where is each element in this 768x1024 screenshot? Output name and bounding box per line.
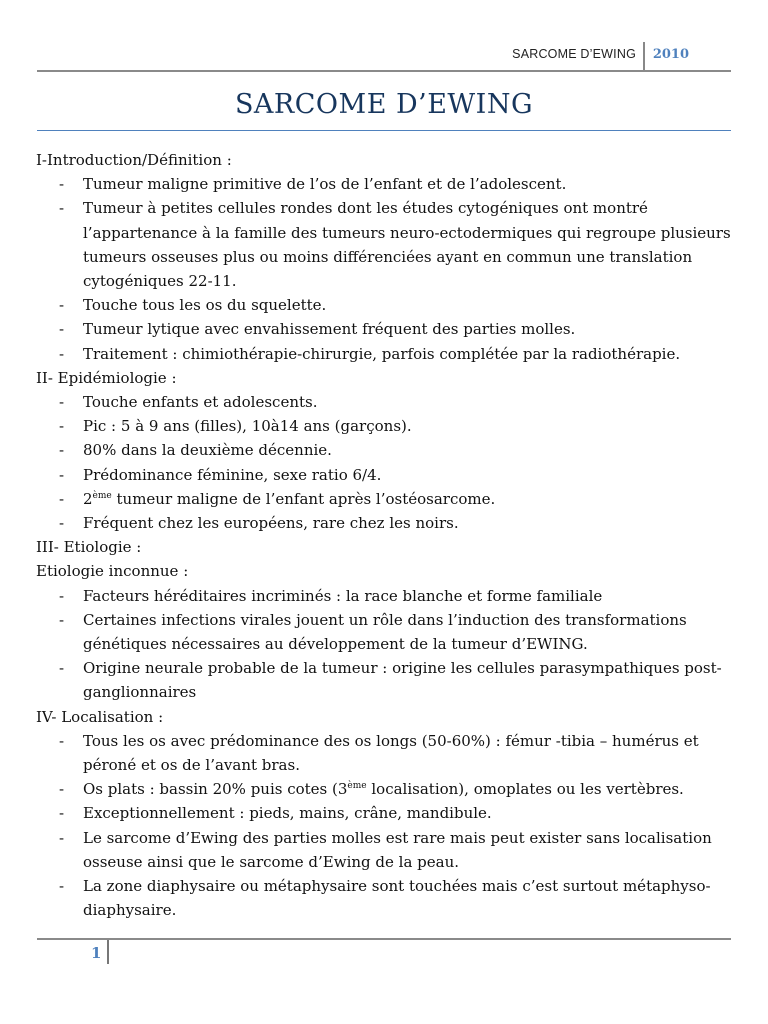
list-item (36, 511, 736, 535)
list-item (36, 172, 736, 196)
section-heading: I-Introduction/Définition : (36, 151, 232, 169)
list-item (36, 608, 736, 656)
list-item (36, 414, 736, 438)
bullet-dash: - (59, 586, 65, 605)
item-text: Touche tous les os du squelette. (83, 296, 327, 315)
list-item (36, 826, 736, 874)
item-text: Tumeur maligne primitive de l’os de l’enfant et de l’adolescent. (83, 175, 567, 194)
item-text: Tumeur à petites cellules rondes dont les études cytogéniques ont montré l’appartenance à la famille des tumeurs neuro-ectodermiques qui regroupe plusieurs tumeurs osseuses plus ou moins différenciées ayant en commun une translation cytogéniques 22-11. (83, 199, 731, 291)
document-body (36, 148, 736, 923)
title-rule (37, 130, 731, 131)
bullet-dash: - (59, 344, 65, 363)
list-item (36, 777, 736, 801)
bullet-dash: - (59, 828, 65, 847)
list-item (36, 342, 736, 366)
section-heading: IV- Localisation : (36, 707, 164, 726)
page-number: 1 (91, 944, 102, 962)
item-text: La zone diaphysaire ou métaphysaire sont touchées mais c’est surtout métaphyso-diaphysaire. (83, 877, 711, 920)
list-item (36, 390, 736, 414)
item-text: 80% dans la deuxième décennie. (83, 441, 332, 460)
bullet-dash: - (59, 610, 65, 629)
item-text: Exceptionnellement : pieds, mains, crâne, mandibule. (83, 804, 492, 823)
bullet-dash: - (59, 393, 65, 412)
bullet-dash: - (59, 780, 65, 799)
item-text: Traitement : chimiothérapie-chirurgie, parfois complétée par la radiothérapie. (83, 344, 681, 363)
list-item (36, 874, 736, 922)
header-year: 2010 (652, 47, 689, 62)
bullet-dash: - (59, 514, 65, 533)
list-item (36, 438, 736, 462)
bullet-dash: - (59, 175, 65, 194)
item-text-after: localisation), omoplates ou les vertèbres. (366, 780, 684, 799)
bullet-dash: - (59, 417, 65, 436)
list-item (36, 463, 736, 487)
bullet-dash: - (59, 441, 65, 460)
list-item (36, 656, 736, 704)
document-title: SARCOME D’EWING (234, 89, 534, 120)
header-rule (37, 70, 731, 72)
list-item (36, 487, 736, 511)
page-header (37, 42, 731, 70)
section-heading: II- Epidémiologie : (36, 368, 177, 387)
list-item (36, 801, 736, 825)
header-title: SARCOME D’EWING (512, 47, 636, 61)
item-text: Touche enfants et adolescents. (83, 393, 318, 412)
bullet-dash: - (59, 877, 65, 896)
bullet-dash: - (59, 320, 65, 339)
list-item (36, 196, 736, 293)
item-superscript: ème (92, 490, 112, 501)
item-text-before: Os plats : bassin 20% puis cotes (3 (83, 780, 348, 799)
bullet-dash: - (59, 659, 65, 678)
footer-separator (107, 940, 109, 964)
section-heading: III- Etiologie : (36, 538, 142, 557)
section-heading: Etiologie inconnue : (36, 562, 189, 581)
header-separator (643, 42, 645, 70)
bullet-dash: - (59, 296, 65, 315)
item-text: Tumeur lytique avec envahissement fréquent des parties molles. (83, 320, 576, 339)
item-text: Le sarcome d’Ewing des parties molles est rare mais peut exister sans localisation osseuse ainsi que le sarcome d’Ewing de la peau. (83, 828, 712, 871)
list-item (36, 584, 736, 608)
item-text: Prédominance féminine, sexe ratio 6/4. (83, 465, 382, 484)
list-item (36, 729, 736, 777)
item-text-before: 2 (83, 489, 93, 508)
bullet-dash: - (59, 731, 65, 750)
item-text: Tous les os avec prédominance des os longs (50-60%) : fémur -tibia – humérus et péroné et os de l’avant bras. (83, 731, 699, 775)
item-text: Certaines infections virales jouent un rôle dans l’induction des transformations génétiques nécessaires au développement de la tumeur d’EWING. (83, 610, 687, 654)
bullet-dash: - (59, 199, 65, 218)
item-text-after: tumeur maligne de l’enfant après l’ostéosarcome. (111, 489, 496, 508)
item-text: Pic : 5 à 9 ans (filles), 10à14 ans (garçons). (83, 417, 412, 436)
list-item (36, 317, 736, 341)
list-item (36, 293, 736, 317)
bullet-dash: - (59, 489, 65, 508)
bullet-dash: - (59, 465, 65, 484)
footer-rule (37, 938, 731, 940)
bullet-dash: - (59, 804, 65, 823)
item-superscript: ème (347, 781, 367, 792)
item-text: Fréquent chez les européens, rare chez les noirs. (83, 514, 459, 533)
item-text: Facteurs héréditaires incriminés : la race blanche et forme familiale (83, 586, 603, 605)
item-text: Origine neurale probable de la tumeur : origine les cellules parasympathiques post-ganglionnaires (83, 659, 722, 702)
